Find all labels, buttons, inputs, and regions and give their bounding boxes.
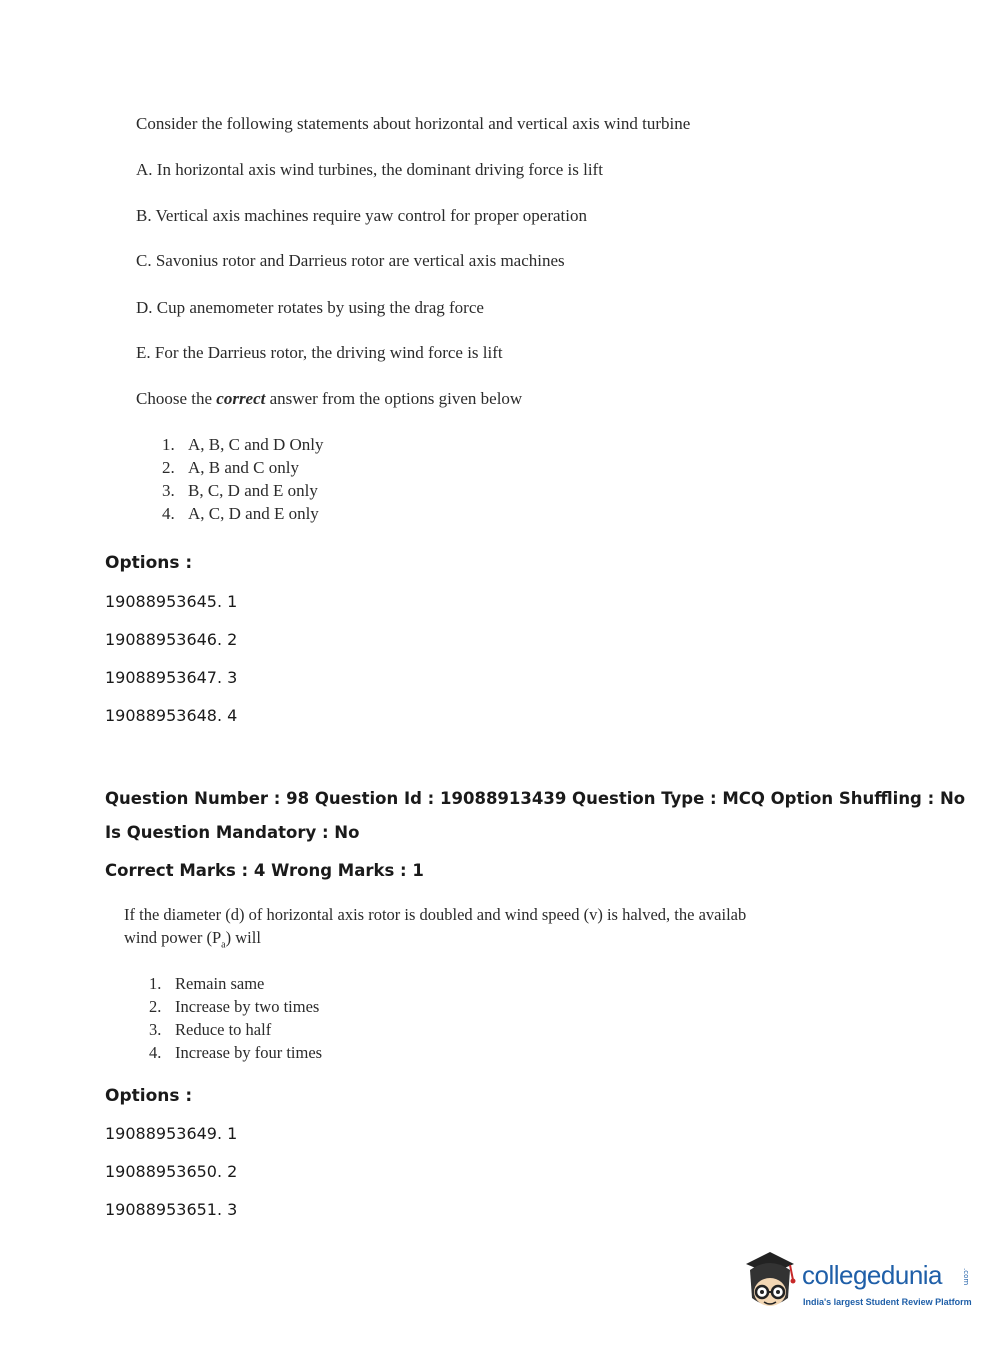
option-id: 19088953648. 4 [105, 706, 238, 725]
question-stem-line2: wind power $(P_a)$ will [124, 928, 261, 951]
choice-item: 3. B, C, D and E only [162, 481, 318, 500]
choice-item: 3. Reduce to half [149, 1020, 272, 1039]
statement-c: C. Savonius rotor and Darrieus rotor are vertical axis machines [136, 251, 565, 270]
instruction: Choose the correct answer from the options given below [136, 389, 523, 408]
collegedunia-logo [740, 1246, 980, 1322]
option-id: 19088953646. 2 [105, 630, 238, 649]
mascot-icon [740, 1246, 802, 1322]
choice-item: 2. A, B and C only [162, 458, 299, 477]
options-label: Options : [105, 1086, 193, 1106]
question-stem-line1: If the diameter (d) of horizontal axis rotor is doubled and wind speed (v) is halved, the availab [124, 905, 747, 924]
choice-item: 4. Increase by four times [149, 1043, 323, 1062]
statement-e: E. For the Darrieus rotor, the driving wind force is lift [136, 343, 503, 362]
choice-item: 2. Increase by two times [149, 997, 320, 1016]
statement-b: B. Vertical axis machines require yaw control for proper operation [136, 206, 587, 225]
brand-suffix: .com [962, 1268, 970, 1286]
option-id: 19088953645. 1 [105, 592, 238, 611]
marks-info: Correct Marks : 4 Wrong Marks : 1 [105, 861, 424, 880]
choice-item: 1. Remain same [149, 974, 265, 993]
brand-tagline: India's largest Student Review Platform [803, 1297, 972, 1307]
question-header: Question Number : 98 Question Id : 19088913439 Question Type : MCQ Option Shuffling : No [105, 789, 966, 808]
statement-d: D. Cup anemometer rotates by using the drag force [136, 298, 484, 317]
options-label: Options : [105, 553, 193, 573]
mandatory-flag: Is Question Mandatory : No [105, 823, 360, 842]
brand-name: collegedunia [802, 1260, 943, 1290]
question-intro: Consider the following statements about horizontal and vertical axis wind turbine [136, 114, 691, 133]
choice-item: 1. A, B, C and D Only [162, 435, 324, 454]
option-id: 19088953649. 1 [105, 1124, 238, 1143]
option-id: 19088953647. 3 [105, 668, 238, 687]
choice-item: 4. A, C, D and E only [162, 504, 319, 523]
option-id: 19088953651. 3 [105, 1200, 238, 1219]
option-id: 19088953650. 2 [105, 1162, 238, 1181]
statement-a: A. In horizontal axis wind turbines, the dominant driving force is lift [136, 160, 603, 179]
